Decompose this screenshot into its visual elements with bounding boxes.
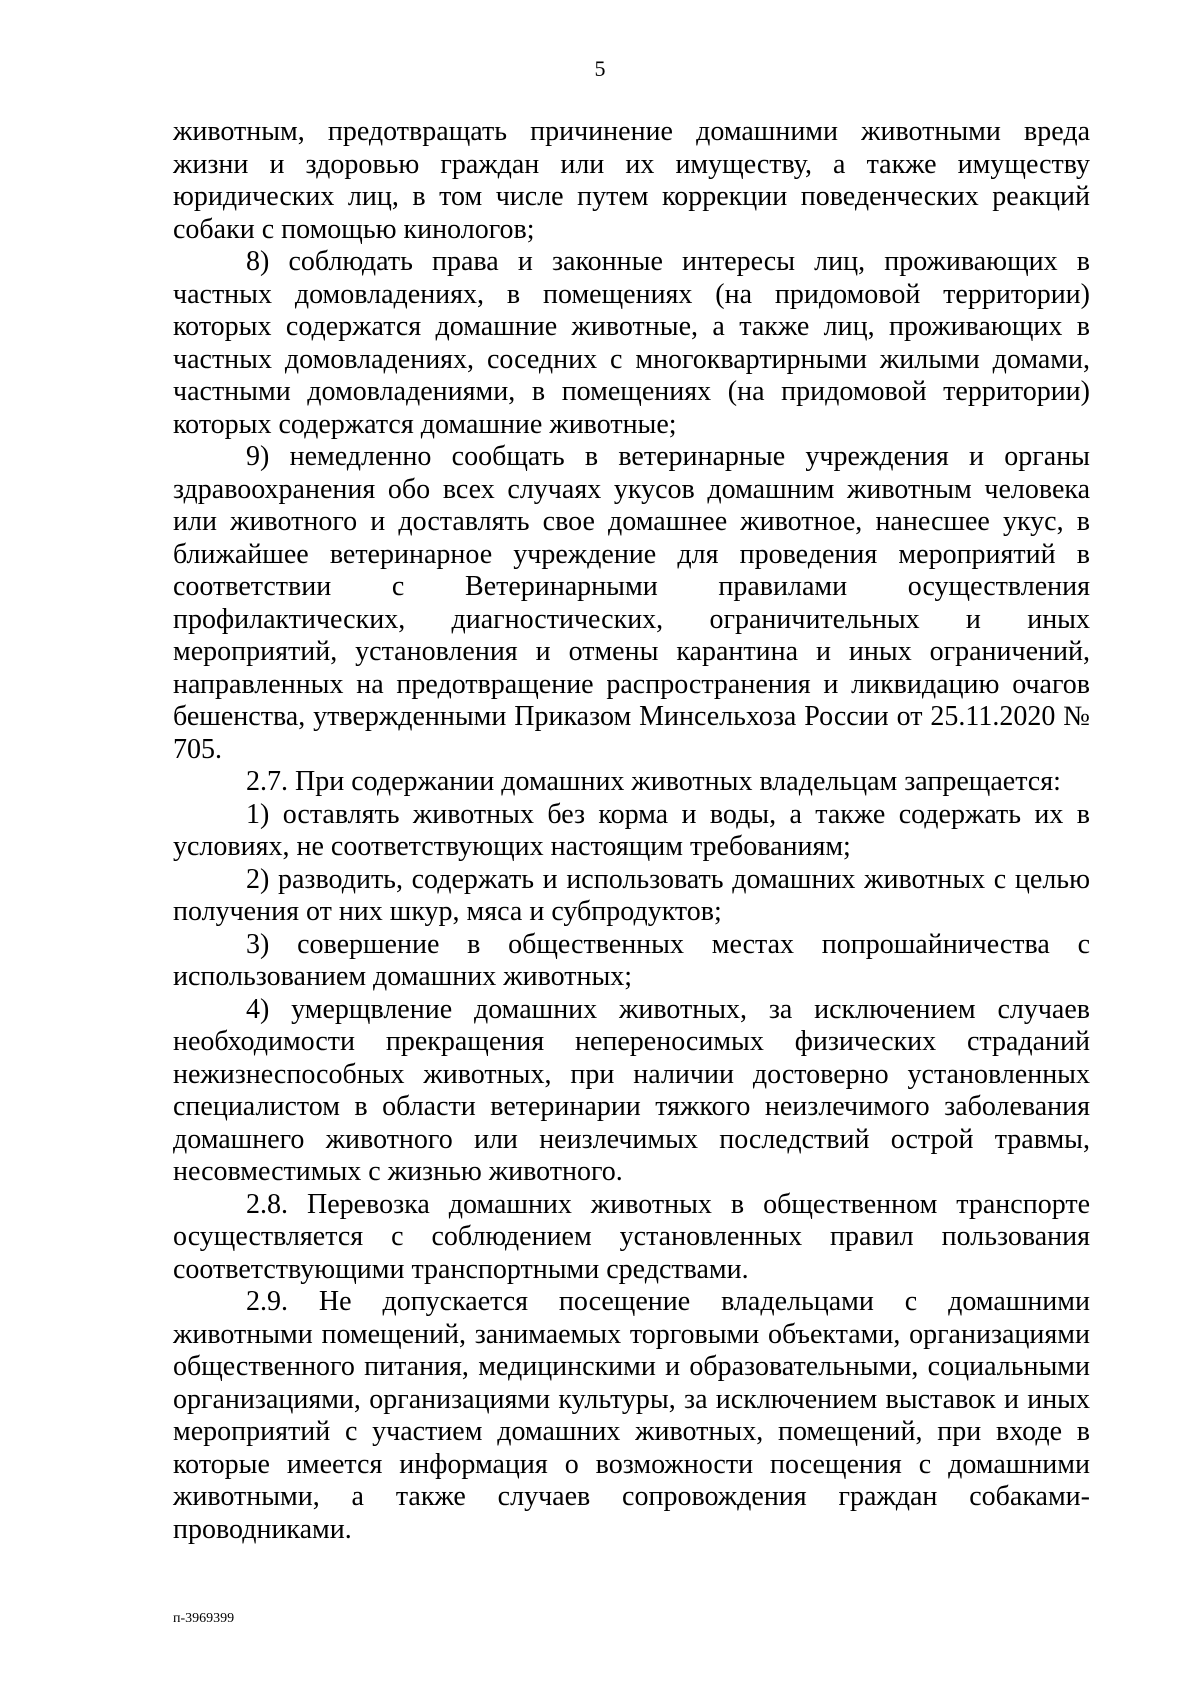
paragraph-continuation: животным, предотвращать причинение домашними животными вреда жизни и здоровью граждан или их имуществу, а также имуществу юридических лиц, в том числе путем коррекции поведенческих реакций собаки с помощью кинологов; xyxy=(173,116,1090,245)
paragraph-prohibition-2: 2) разводить, содержать и использовать домашних животных с целью получения от них шкур, мяса и субпродуктов; xyxy=(173,863,1090,927)
page-number: 5 xyxy=(594,56,606,81)
paragraph-item-9: 9) немедленно сообщать в ветеринарные учреждения и органы здравоохранения обо всех случаях укусов домашним животным человека или животного и доставлять свое домашнее животное, нанесшее укус, в ближайшее ветеринарное учреждение для проведения мероприятий в соответствии с Ветеринарными правилами осуществления профилактических, диагностических, ограничительных и иных мероприятий, установления и отмены карантина и иных ограничений, направленных на предотвращение распространения и ликвидацию очагов бешенства, утвержденными Приказом Минсельхоза России от 25.11.2020 № 705. xyxy=(173,441,1090,765)
paragraph-section-2-9: 2.9. Не допускается посещение владельцами с домашними животными помещений, занимаемых торговыми объектами, организациями общественного питания, медицинскими и образовательными, социальными организациями, организациями культуры, за исключением выставок и иных мероприятий с участием домашних животных, помещений, при входе в которые имеется информация о возможности посещения с домашними животными, а также случаев сопровождения граждан собаками-проводниками. xyxy=(173,1286,1090,1545)
document-body xyxy=(173,116,1090,1546)
paragraph-prohibition-1: 1) оставлять животных без корма и воды, а также содержать их в условиях, не соответствующих настоящим требованиям; xyxy=(173,798,1090,862)
paragraph-item-8: 8) соблюдать права и законные интересы лиц, проживающих в частных домовладениях, в помещениях (на придомовой территории) которых содержатся домашние животные, а также лиц, проживающих в частных домовладениях, соседних с многоквартирными жилыми домами, частными домовладениями, в помещениях (на придомовой территории) которых содержатся домашние животные; xyxy=(173,246,1090,440)
paragraph-section-2-7: 2.7. При содержании домашних животных владельцам запрещается: xyxy=(246,766,1061,797)
paragraph-prohibition-4: 4) умерщвление домашних животных, за исключением случаев необходимости прекращения непереносимых физических страданий нежизнеспособных животных, при наличии достоверно установленных специалистом в области ветеринарии тяжкого неизлечимого заболевания домашнего животного или неизлечимых последствий острой травмы, несовместимых с жизнью животного. xyxy=(173,993,1090,1187)
paragraph-section-2-8: 2.8. Перевозка домашних животных в общественном транспорте осуществляется с соблюдением установленных правил пользования соответствующими транспортными средствами. xyxy=(173,1188,1090,1285)
document-code: п-3969399 xyxy=(173,1611,235,1626)
paragraph-prohibition-3: 3) совершение в общественных местах попрошайничества с использованием домашних животных; xyxy=(173,928,1090,992)
